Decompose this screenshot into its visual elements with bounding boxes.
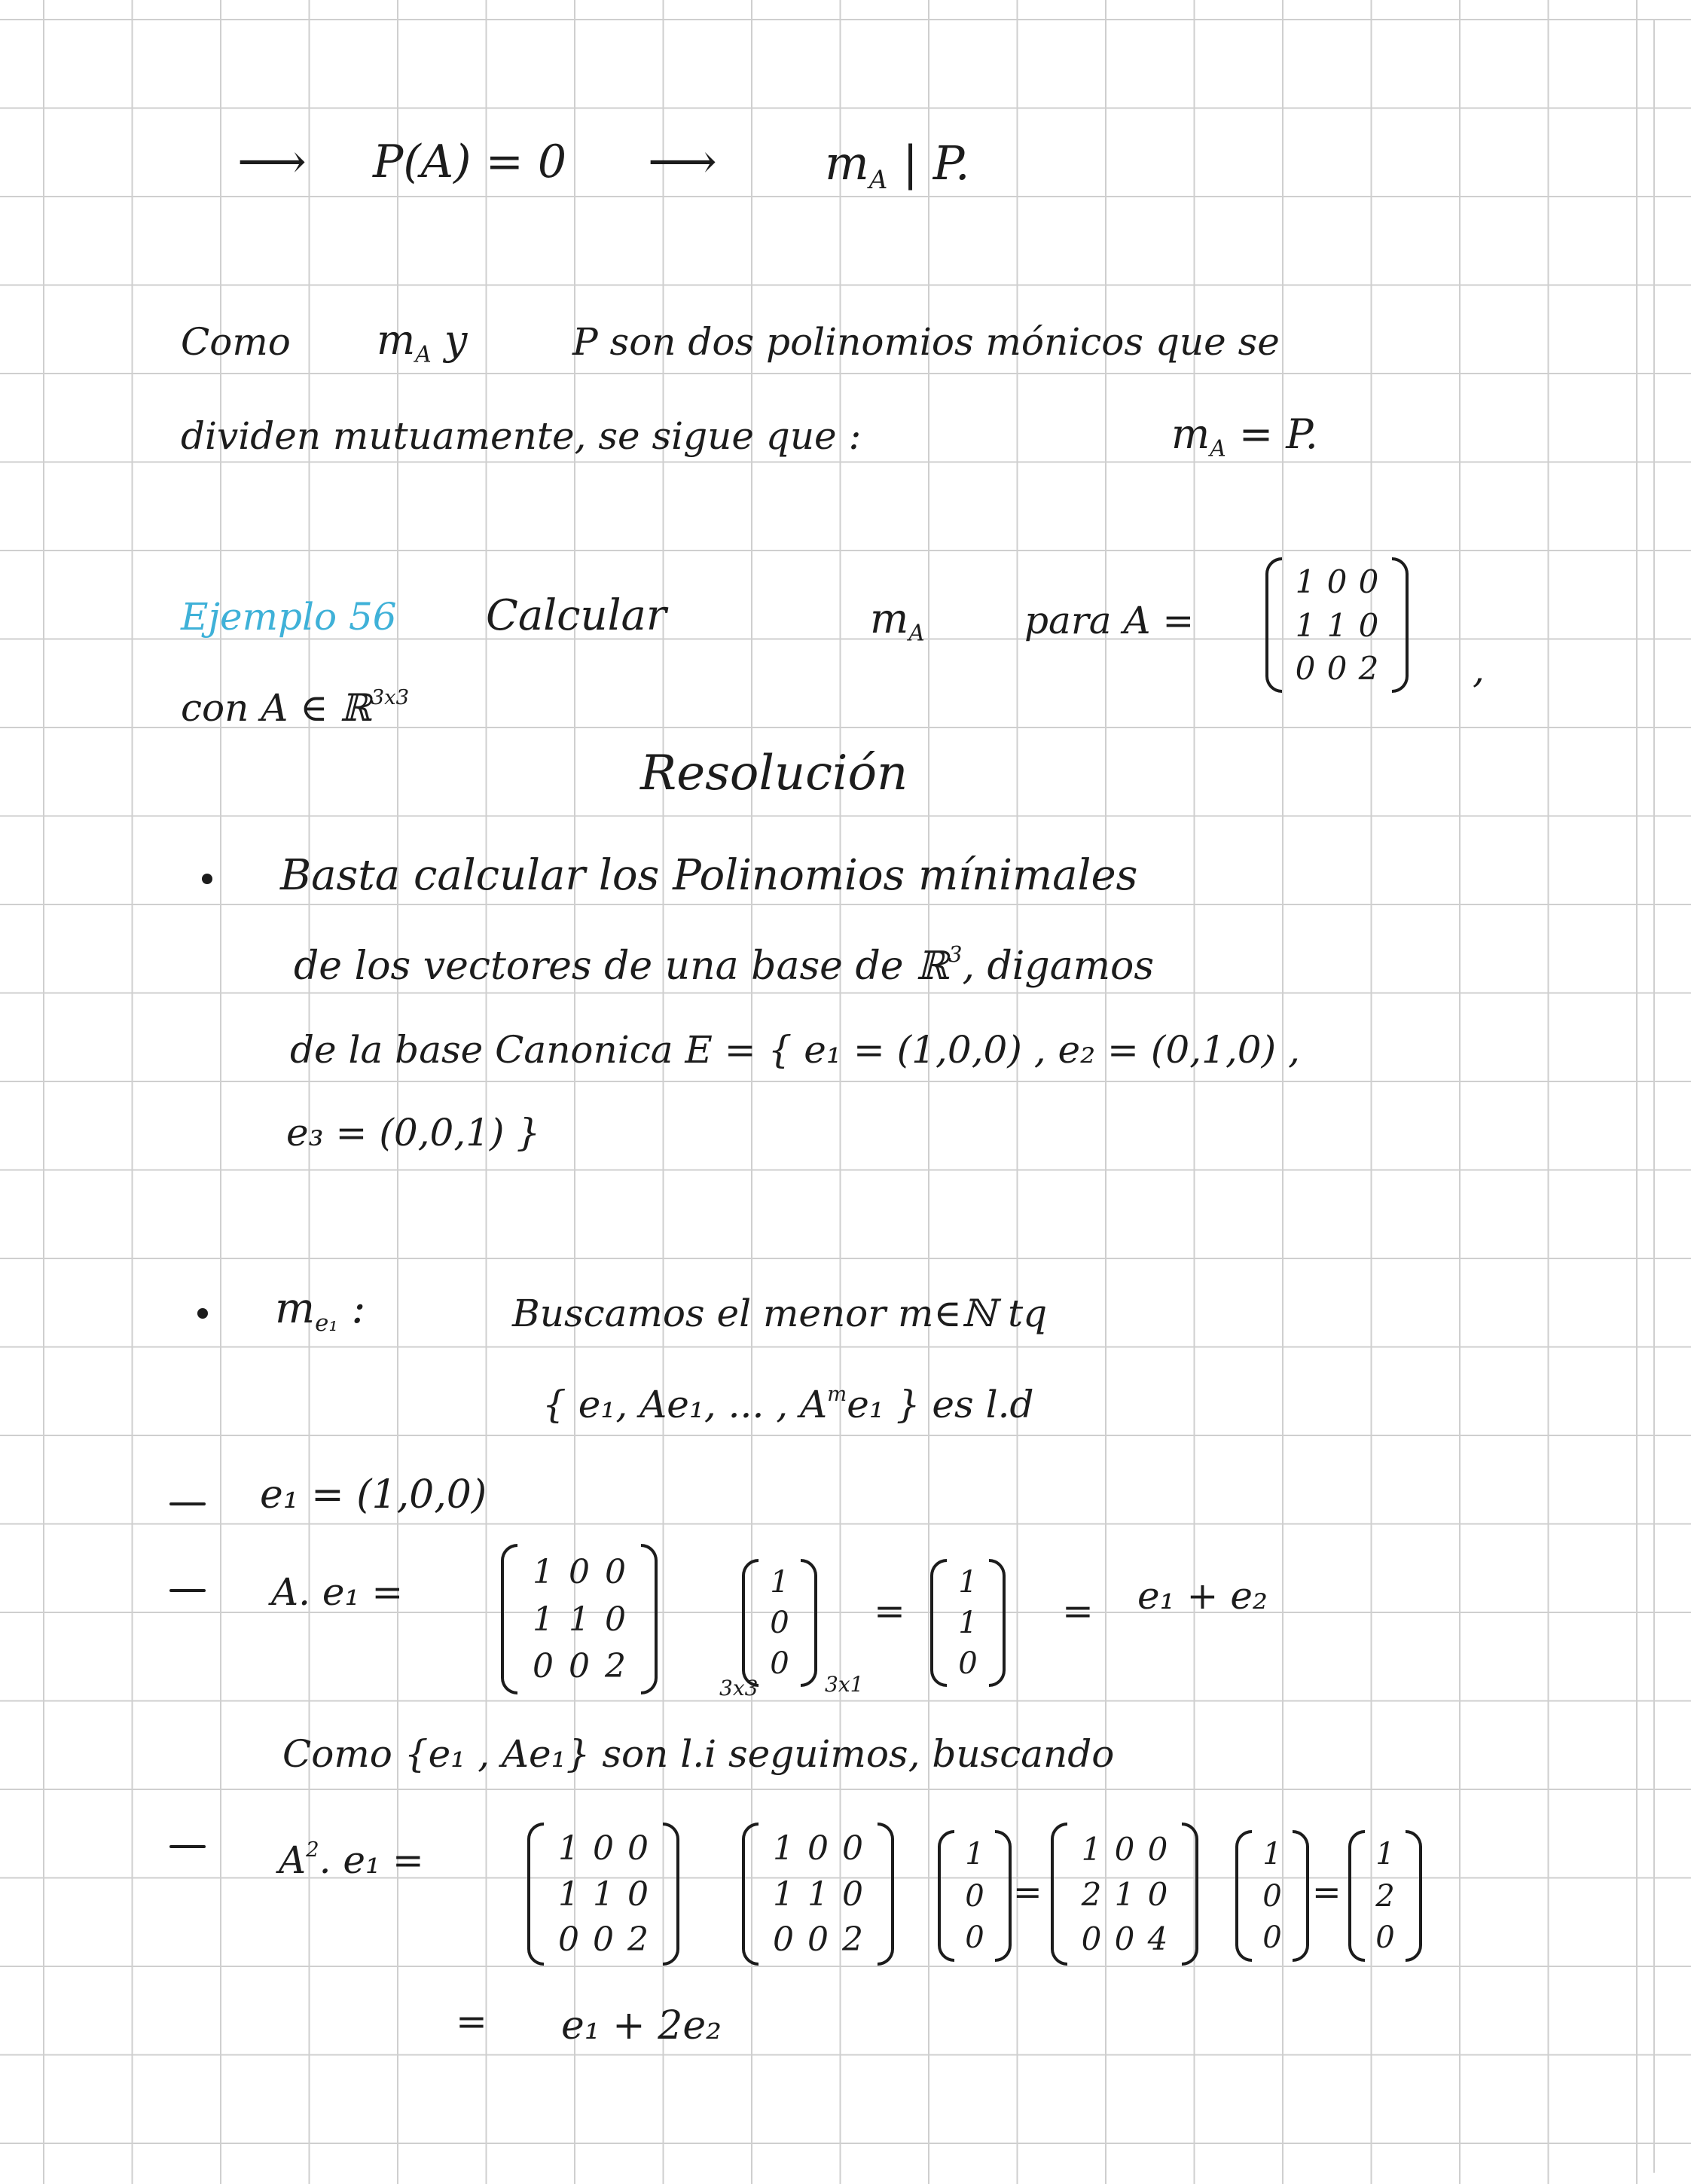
text-line: e₃ = (0,0,1) } (286, 1111, 541, 1155)
equals-sign: = (1062, 1589, 1094, 1633)
equals-sign: = (456, 1999, 487, 2043)
dash (169, 1502, 206, 1505)
vector-e1: 1 0 0 (1235, 1830, 1309, 1962)
text-line: Calcular (486, 591, 667, 640)
text-line: dividen mutuamente, se sigue que : (181, 414, 862, 458)
text-line: de los vectores de una base de ℝ$^3$, digamos (294, 941, 1155, 989)
bullet (197, 1308, 208, 1319)
text-line: Como {e₁ , Ae₁} son l.i seguimos, buscando (282, 1732, 1115, 1776)
set-expression: { e₁, Ae₁, ... , $A^me_1$ } es l.d (542, 1382, 1034, 1426)
con-a-in-r3x3: con A ∈ ℝ$^{3x3}$ (181, 685, 410, 730)
text-line: Basta calcular los Polinomios mínimales (280, 851, 1138, 900)
comma: , (1473, 648, 1485, 691)
vector-e1: 1 0 0 (742, 1559, 817, 1687)
dash (169, 1845, 206, 1848)
p-of-a-equation: P(A) = 0 (373, 136, 567, 188)
dash (169, 1589, 206, 1592)
vector-result: 1 2 0 (1348, 1830, 1422, 1962)
text-line: Buscamos el menor m∈ℕ tq (512, 1292, 1048, 1335)
math-m-e1: $m_{e_1}$ : (275, 1284, 366, 1337)
matrix-a-squared: 1 0 0 2 1 0 0 0 4 (1051, 1823, 1198, 1966)
text-line: de la base Canonica E = { e₁ = (1,0,0) , e₂ = (0,1,0) , (290, 1028, 1300, 1072)
equals-sign: = (1013, 1871, 1042, 1912)
text-line: $A^2$. e₁ = (279, 1838, 424, 1882)
text-line: para A = (1024, 599, 1195, 642)
text-line: e₁ + e₂ (1137, 1574, 1268, 1618)
math-m-a: $m_A$ y (377, 316, 468, 368)
math-m-a: $m_A$ (870, 595, 925, 647)
text-line: P son dos polinomios mónicos que se (572, 320, 1280, 364)
minimal-polynomial-divides-p: $m_A$ | P. (825, 136, 970, 195)
text-line: A. e₁ = (271, 1570, 404, 1614)
matrix-a: 1 0 0 1 1 0 0 0 2 (1265, 557, 1409, 693)
matrix-a: 1 0 0 1 1 0 0 0 2 (501, 1544, 658, 1694)
arrow: ⟶ (237, 134, 307, 190)
example-label: Ejemplo 56 (181, 595, 397, 639)
matrix-a: 1 0 0 1 1 0 0 0 2 (742, 1823, 894, 1966)
text-line: Como (181, 320, 291, 364)
vector-result: 1 1 0 (930, 1559, 1006, 1687)
equals-sign: = (874, 1589, 905, 1633)
dimension-label: 3x3 (719, 1676, 759, 1701)
bullet (202, 874, 212, 884)
dimension-label: 3x1 (825, 1672, 864, 1697)
arrow: ⟶ (648, 134, 717, 190)
math-m-a-equals-p: $m_A = P$. (1171, 410, 1318, 462)
text-line: e₁ = (1,0,0) (260, 1472, 487, 1518)
vector-e1: 1 0 0 (938, 1830, 1012, 1962)
matrix-a: 1 0 0 1 1 0 0 0 2 (527, 1823, 679, 1966)
text-line: e₁ + 2e₂ (561, 2003, 722, 2048)
equals-sign: = (1312, 1871, 1342, 1912)
heading-resolucion: Resolución (640, 746, 908, 801)
